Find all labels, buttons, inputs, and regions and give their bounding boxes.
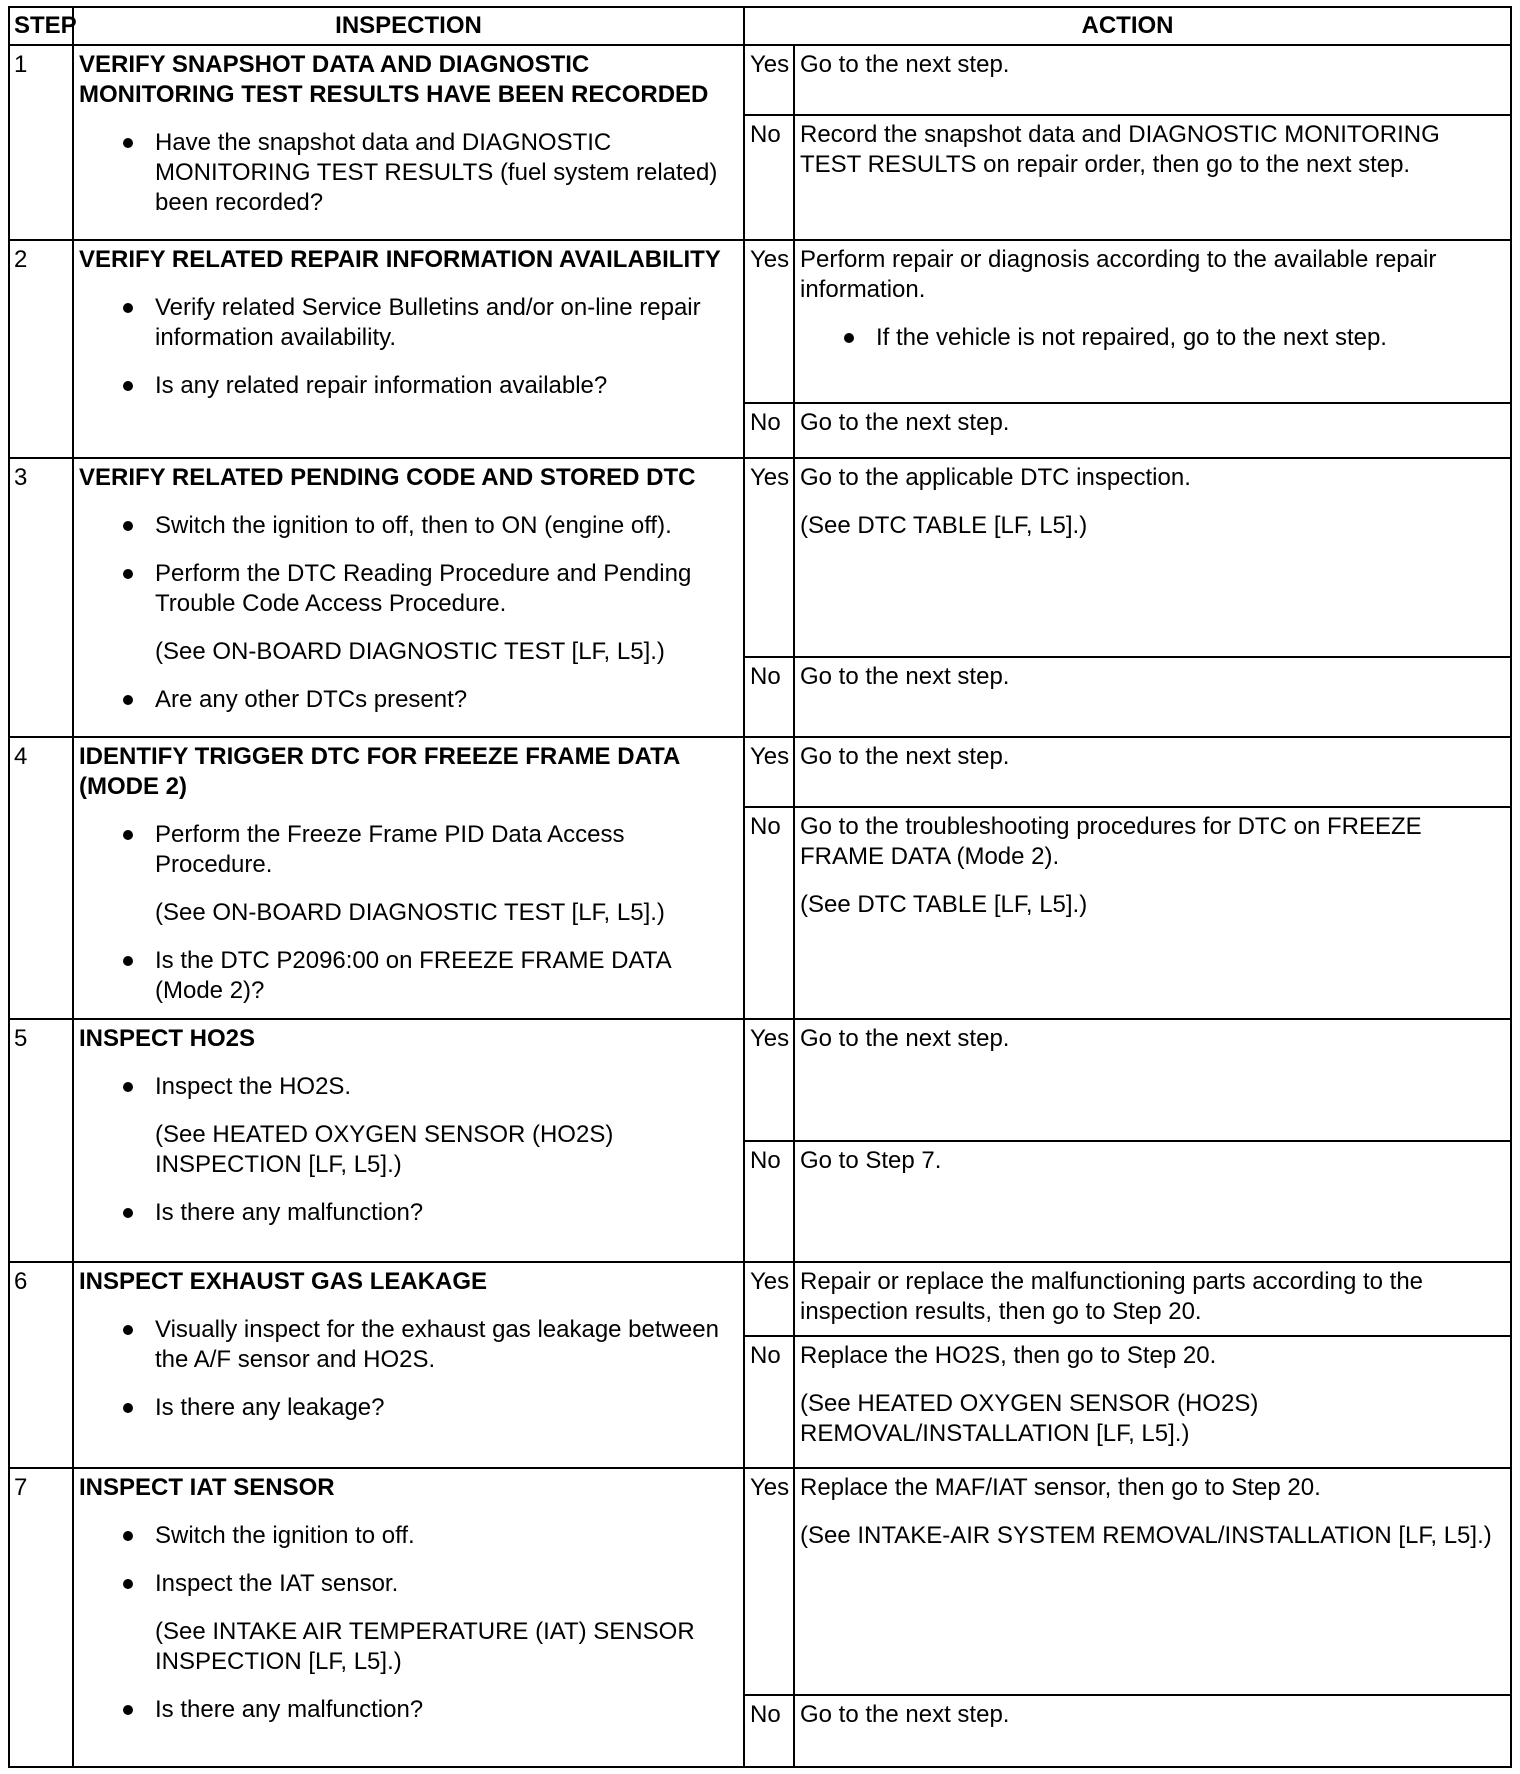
table-row	[9, 1262, 1511, 1336]
inspection-cell	[73, 240, 744, 458]
action-text: Go to the applicable DTC inspection.	[800, 463, 1191, 491]
table-row	[9, 1468, 1511, 1695]
no-action-cell	[794, 657, 1511, 737]
inspection-cell	[73, 458, 744, 737]
inspection-title: VERIFY RELATED PENDING CODE AND STORED DTC	[79, 463, 696, 491]
yes-action-cell	[794, 1262, 1511, 1336]
yes-label: Yes	[744, 458, 794, 657]
inspection-cell	[73, 1468, 744, 1767]
no-label: No	[744, 115, 794, 240]
action-text: Replace the MAF/IAT sensor, then go to Step 20.	[800, 1474, 1321, 1502]
action-text: Go to the next step.	[800, 51, 1010, 78]
inspection-title: IDENTIFY TRIGGER DTC FOR FREEZE FRAME DATA (MODE 2)	[79, 743, 680, 801]
inspection-item: Is the DTC P2096:00 on FREEZE FRAME DATA (Mode 2)?	[79, 946, 738, 1006]
inspection-reference: (See ON-BOARD DIAGNOSTIC TEST [LF, L5].)	[155, 899, 665, 927]
inspection-cell	[73, 737, 744, 1019]
step-number: 7	[9, 1468, 73, 1767]
inspection-title: VERIFY RELATED REPAIR INFORMATION AVAILABILITY	[79, 245, 721, 273]
troubleshooting-table-page	[8, 6, 1512, 1768]
inspection-item: Is there any malfunction?	[79, 1695, 738, 1725]
table-row	[9, 45, 1511, 115]
table-row	[9, 458, 1511, 657]
yes-label: Yes	[744, 1468, 794, 1695]
header-action: ACTION	[744, 7, 1511, 45]
no-label: No	[744, 1695, 794, 1767]
yes-action-cell	[794, 737, 1511, 806]
yes-action-cell	[794, 1019, 1511, 1141]
yes-action-cell	[794, 45, 1511, 115]
table-row	[9, 737, 1511, 806]
no-action-cell	[794, 1336, 1511, 1468]
action-text: Go to Step 7.	[800, 1146, 942, 1174]
inspection-item: Visually inspect for the exhaust gas leakage between the A/F sensor and HO2S.	[79, 1315, 738, 1375]
inspection-item: Switch the ignition to off.	[79, 1521, 738, 1551]
no-action-cell	[794, 807, 1511, 1020]
action-text: Go to the next step.	[800, 1025, 1010, 1053]
action-text: Record the snapshot data and DIAGNOSTIC MONITORING TEST RESULTS on repair order, then go to the next step.	[800, 121, 1440, 179]
inspection-item: Is there any malfunction?	[79, 1198, 738, 1228]
table-header-row	[9, 7, 1511, 45]
no-action-cell	[794, 403, 1511, 458]
inspection-title: VERIFY SNAPSHOT DATA AND DIAGNOSTIC MONITORING TEST RESULTS HAVE BEEN RECORDED	[79, 51, 709, 108]
action-text: Go to the next step.	[800, 743, 1010, 771]
action-text: Go to the next step.	[800, 1700, 1010, 1728]
inspection-item: Have the snapshot data and DIAGNOSTIC MONITORING TEST RESULTS (fuel system related) been recorded?	[79, 128, 738, 218]
action-text: Go to the troubleshooting procedures for DTC on FREEZE FRAME DATA (Mode 2).	[800, 812, 1422, 870]
action-reference: (See HEATED OXYGEN SENSOR (HO2S) REMOVAL/INSTALLATION [LF, L5].)	[800, 1390, 1259, 1448]
inspection-title: INSPECT HO2S	[79, 1025, 256, 1053]
no-label: No	[744, 1336, 794, 1468]
action-text: Go to the next step.	[800, 409, 1010, 437]
no-label: No	[744, 807, 794, 1020]
action-text: Perform repair or diagnosis according to the available repair information.	[800, 245, 1437, 303]
inspection-cell	[73, 1262, 744, 1468]
yes-action-cell	[794, 1468, 1511, 1695]
inspection-item: Switch the ignition to off, then to ON (engine off).	[79, 511, 738, 541]
yes-label: Yes	[744, 737, 794, 806]
inspection-reference: (See ON-BOARD DIAGNOSTIC TEST [LF, L5].)	[155, 637, 665, 665]
action-reference: (See DTC TABLE [LF, L5].)	[800, 511, 1088, 539]
no-label: No	[744, 403, 794, 458]
no-action-cell	[794, 115, 1511, 240]
inspection-item: Inspect the IAT sensor.	[79, 1569, 738, 1599]
header-inspection: INSPECTION	[73, 7, 744, 45]
inspection-item: Verify related Service Bulletins and/or on-line repair information availability.	[79, 293, 738, 353]
action-text: Repair or replace the malfunctioning parts according to the inspection results, then go to Step 20.	[800, 1268, 1424, 1326]
inspection-item: Is any related repair information available?	[79, 371, 738, 401]
action-text: Replace the HO2S, then go to Step 20.	[800, 1342, 1217, 1370]
step-number: 6	[9, 1262, 73, 1468]
yes-label: Yes	[744, 1262, 794, 1336]
step-number: 1	[9, 45, 73, 240]
header-step: STEP	[9, 7, 73, 45]
step-number: 2	[9, 240, 73, 458]
inspection-item: Is there any leakage?	[79, 1393, 738, 1423]
action-text: Go to the next step.	[800, 662, 1010, 690]
table-row	[9, 240, 1511, 404]
inspection-cell	[73, 45, 744, 240]
yes-label: Yes	[744, 45, 794, 115]
no-action-cell	[794, 1141, 1511, 1263]
inspection-reference: (See INTAKE AIR TEMPERATURE (IAT) SENSOR INSPECTION [LF, L5].)	[155, 1618, 695, 1676]
table-row	[9, 1019, 1511, 1141]
inspection-item: Are any other DTCs present?	[79, 685, 738, 715]
inspection-item: Perform the Freeze Frame PID Data Access Procedure.	[79, 820, 738, 880]
inspection-item: Perform the DTC Reading Procedure and Pending Trouble Code Access Procedure.	[79, 559, 738, 619]
action-reference: (See INTAKE-AIR SYSTEM REMOVAL/INSTALLATION [LF, L5].)	[800, 1522, 1492, 1550]
step-number: 3	[9, 458, 73, 737]
no-label: No	[744, 657, 794, 737]
yes-label: Yes	[744, 1019, 794, 1141]
inspection-cell	[73, 1019, 744, 1262]
yes-action-cell	[794, 240, 1511, 404]
action-reference: (See DTC TABLE [LF, L5].)	[800, 890, 1088, 918]
yes-label: Yes	[744, 240, 794, 404]
step-number: 5	[9, 1019, 73, 1262]
action-bullet-item: If the vehicle is not repaired, go to the next step.	[800, 323, 1505, 353]
no-label: No	[744, 1141, 794, 1263]
step-number: 4	[9, 737, 73, 1019]
inspection-title: INSPECT IAT SENSOR	[79, 1474, 335, 1502]
inspection-reference: (See HEATED OXYGEN SENSOR (HO2S) INSPECTION [LF, L5].)	[155, 1121, 614, 1179]
inspection-title: INSPECT EXHAUST GAS LEAKAGE	[79, 1268, 488, 1296]
inspection-item: Inspect the HO2S.	[79, 1072, 738, 1102]
diagnostic-table	[8, 6, 1512, 1768]
no-action-cell	[794, 1695, 1511, 1767]
yes-action-cell	[794, 458, 1511, 657]
